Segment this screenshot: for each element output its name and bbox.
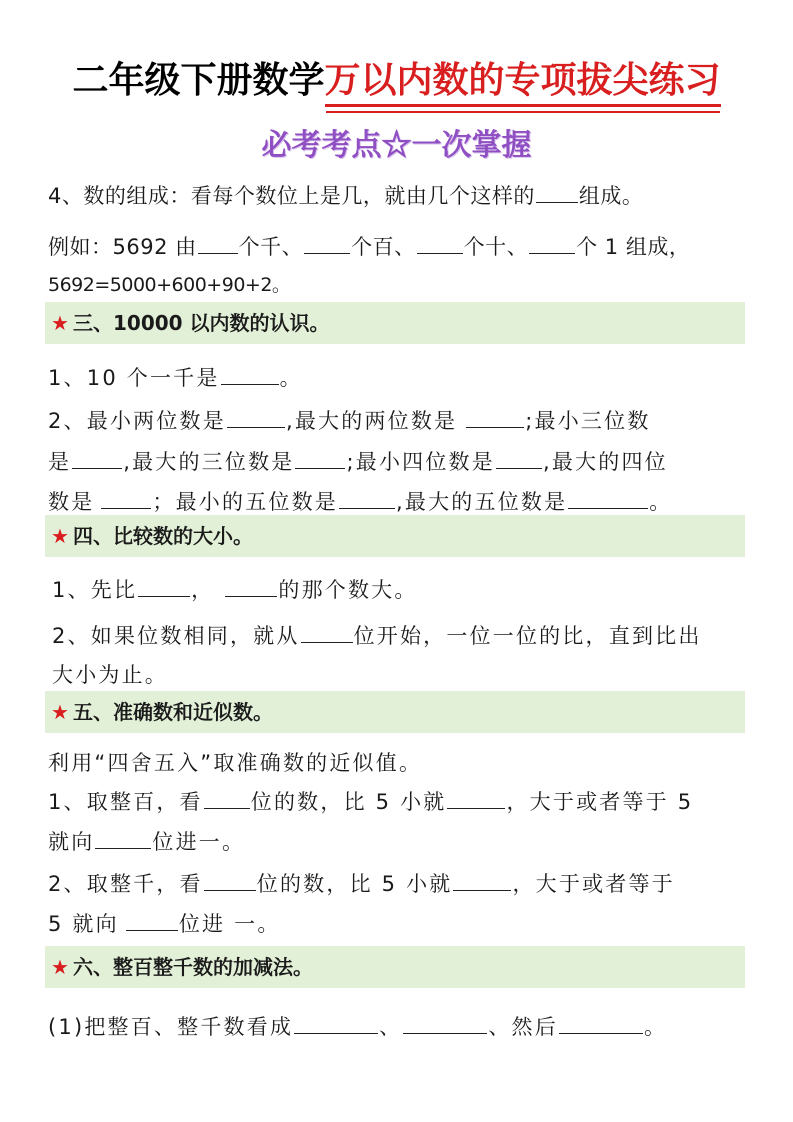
star-icon: ★ [51, 524, 69, 548]
question-6-1: (1)把整百、整千数看成 、 、然后 。 [48, 1011, 667, 1042]
composition-formula: 5692=5000+600+90+2。 [48, 274, 291, 296]
answer-blank[interactable] [204, 868, 256, 891]
question-4-2-line1: 2、如果位数相同，就从 位开始，一位一位的比，直到比出 [52, 620, 702, 651]
composition-example: 例如：5692 由 个千、 个百、 个十、 个 1 组成， [48, 231, 690, 262]
answer-blank[interactable] [466, 405, 524, 428]
question-4-2-line2: 大小为止。 [52, 663, 168, 687]
section-title: 六、整百整千数的加减法。 [73, 955, 313, 979]
title-topic: 万以内数的专项拔尖练习 [325, 60, 721, 107]
answer-blank[interactable] [138, 574, 190, 597]
answer-blank[interactable] [126, 908, 178, 931]
answer-blank[interactable] [536, 180, 578, 203]
answer-blank[interactable] [301, 620, 353, 643]
title-grade: 二年级下册数学 [72, 60, 325, 101]
question-3-2-line3: 数是 ；最小的五位数是 ,最大的五位数是 。 [48, 486, 673, 517]
answer-blank[interactable] [225, 574, 277, 597]
answer-blank[interactable] [295, 446, 345, 469]
star-icon: ★ [51, 955, 69, 979]
question-3-2-line2: 是 ,最大的三位数是 ;最小四位数是 ,最大的四位 [48, 446, 668, 477]
answer-blank[interactable] [304, 231, 350, 254]
section-5-intro: 利用“四舍五入”取准确数的近似值。 [48, 751, 423, 775]
answer-blank[interactable] [496, 446, 542, 469]
composition-rule: 4、数的组成：看每个数位上是几，就由几个这样的 组成。 [48, 180, 643, 211]
section-header-6 [45, 946, 745, 988]
question-4-1: 1、先比 ， 的那个数大。 [52, 574, 418, 605]
page-subtitle: 必考考点☆一次掌握 [261, 128, 532, 163]
star-icon: ★ [51, 311, 69, 335]
section-header-3 [45, 302, 745, 344]
question-5-1-line1: 1、取整百，看 位的数，比 5 小就 ，大于或者等于 5 [48, 786, 693, 817]
question-3-2-line1: 2、最小两位数是 ,最大的两位数是 ;最小三位数 [48, 405, 651, 436]
question-5-1-line2: 就向 位进一。 [48, 826, 245, 857]
answer-blank[interactable] [529, 231, 575, 254]
star-icon: ★ [51, 700, 69, 724]
answer-blank[interactable] [453, 868, 511, 891]
answer-blank[interactable] [227, 405, 285, 428]
answer-blank[interactable] [101, 486, 151, 509]
section-title: 四、比较数的大小。 [73, 524, 253, 548]
section-title: 五、准确数和近似数。 [73, 700, 273, 724]
question-5-2-line2: 5 就向 位进 一。 [48, 908, 281, 939]
answer-blank[interactable] [559, 1011, 643, 1034]
answer-blank[interactable] [417, 231, 463, 254]
question-5-2-line1: 2、取整千，看 位的数，比 5 小就 ，大于或者等于 [48, 868, 675, 899]
answer-blank[interactable] [447, 786, 505, 809]
answer-blank[interactable] [204, 786, 250, 809]
answer-blank[interactable] [198, 231, 238, 254]
section-header-5 [45, 691, 745, 733]
answer-blank[interactable] [72, 446, 122, 469]
question-3-1: 1、10 个一千是 。 [48, 362, 303, 393]
section-header-4 [45, 515, 745, 557]
answer-blank[interactable] [95, 826, 151, 849]
answer-blank[interactable] [339, 486, 395, 509]
answer-blank[interactable] [221, 362, 279, 385]
answer-blank[interactable] [568, 486, 648, 509]
section-title: 三、10000 以内数的认识。 [73, 311, 330, 335]
answer-blank[interactable] [403, 1011, 487, 1034]
page-title [0, 52, 793, 103]
answer-blank[interactable] [294, 1011, 378, 1034]
